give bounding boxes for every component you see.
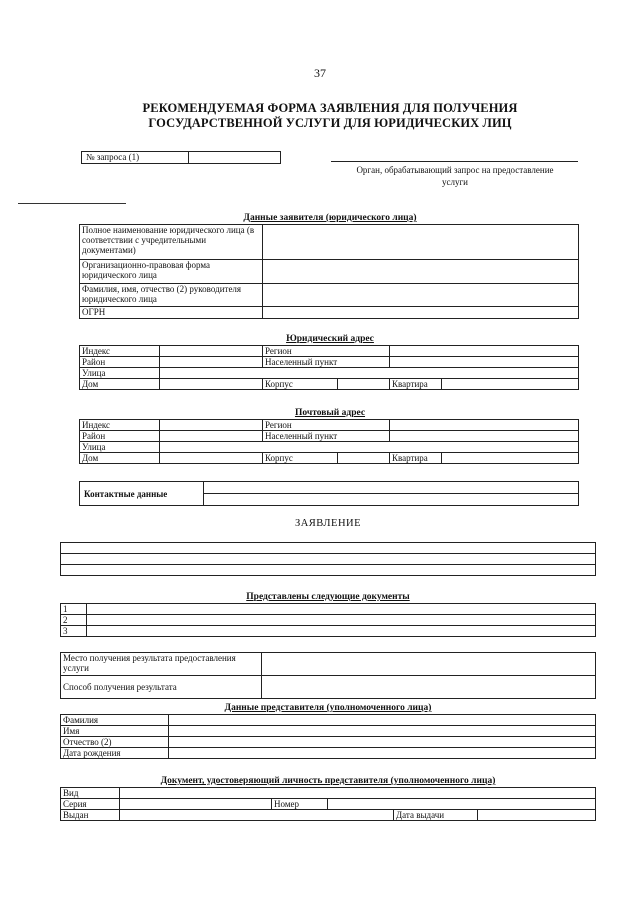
- id-issue-date-field[interactable]: [478, 810, 596, 821]
- result-method-label: Способ получения результата: [61, 676, 262, 699]
- id-document-table: [60, 787, 596, 821]
- rep-surname-field[interactable]: [169, 715, 596, 726]
- document-row-number: 1: [61, 604, 87, 615]
- postal-address-table: [79, 419, 579, 464]
- rep-patronymic-field[interactable]: [169, 737, 596, 748]
- applicant-legal-form-field[interactable]: [263, 260, 579, 284]
- legal-index-field[interactable]: [160, 346, 263, 357]
- footnote-divider: [18, 203, 126, 204]
- document-row-field[interactable]: [87, 604, 596, 615]
- legal-district-field[interactable]: [160, 357, 263, 368]
- postal-settlement-label: Населенный пункт: [263, 431, 390, 442]
- representative-title: Данные представителя (уполномоченного лица): [224, 703, 432, 713]
- postal-house-field[interactable]: [160, 453, 263, 464]
- documents-table: [60, 603, 596, 637]
- representative-table: [60, 714, 596, 759]
- org-caption: [330, 164, 580, 188]
- postal-index-label: Индекс: [80, 420, 160, 431]
- applicant-legal-form-label: Организационно-правовая форма юридического лица: [80, 260, 263, 284]
- applicant-full-name-label: Полное наименование юридического лица (в соответствии с учредительными документами): [80, 225, 263, 260]
- result-place-label: Место получения результата предоставления услуги: [61, 653, 262, 676]
- postal-district-label: Район: [80, 431, 160, 442]
- statement-line-2[interactable]: [61, 554, 596, 565]
- legal-house-field[interactable]: [160, 379, 263, 390]
- request-number-box: [81, 151, 281, 164]
- legal-region-label: Регион: [263, 346, 390, 357]
- rep-name-field[interactable]: [169, 726, 596, 737]
- request-number-field[interactable]: [189, 152, 280, 163]
- result-method-field[interactable]: [262, 676, 596, 699]
- legal-address-title: Юридический адрес: [286, 334, 374, 344]
- org-signature-line[interactable]: [331, 161, 578, 162]
- contacts-table: [79, 481, 579, 506]
- id-series-label: Серия: [61, 799, 120, 810]
- id-issue-date-label: Дата выдачи: [394, 810, 478, 821]
- result-table: [60, 652, 596, 699]
- postal-apartment-field[interactable]: [442, 453, 579, 464]
- contacts-field-1[interactable]: [204, 482, 579, 494]
- legal-apartment-field[interactable]: [442, 379, 579, 390]
- org-caption-line-2: услуги: [442, 177, 468, 187]
- document-row-field[interactable]: [87, 615, 596, 626]
- id-issued-by-label: Выдан: [61, 810, 120, 821]
- form-title-line-2: ГОСУДАРСТВЕННОЙ УСЛУГИ ДЛЯ ЮРИДИЧЕСКИХ ЛИЦ: [148, 116, 512, 130]
- legal-apartment-label: Квартира: [390, 379, 442, 390]
- request-number-label: № запроса (1): [82, 152, 189, 163]
- contacts-label: Контактные данные: [80, 482, 204, 506]
- contacts-field-2[interactable]: [204, 494, 579, 506]
- statement-title: ЗАЯВЛЕНИЕ: [294, 518, 362, 529]
- legal-building-field[interactable]: [338, 379, 390, 390]
- legal-street-label: Улица: [80, 368, 160, 379]
- id-issued-by-field[interactable]: [120, 810, 394, 821]
- postal-house-label: Дом: [80, 453, 160, 464]
- postal-index-field[interactable]: [160, 420, 263, 431]
- legal-address-table: [79, 345, 579, 390]
- org-caption-line-1: Орган, обрабатывающий запрос на предоставление: [356, 165, 554, 175]
- postal-street-label: Улица: [80, 442, 160, 453]
- applicant-ogrn-label: ОГРН: [80, 307, 263, 319]
- form-title: [60, 101, 600, 131]
- rep-birthdate-label: Дата рождения: [61, 748, 169, 759]
- postal-street-field[interactable]: [160, 442, 579, 453]
- postal-apartment-label: Квартира: [390, 453, 442, 464]
- rep-surname-label: Фамилия: [61, 715, 169, 726]
- id-type-field[interactable]: [120, 788, 596, 799]
- document-row-field[interactable]: [87, 626, 596, 637]
- rep-birthdate-field[interactable]: [169, 748, 596, 759]
- applicant-head-name-label: Фамилия, имя, отчество (2) руководителя юридического лица: [80, 284, 263, 307]
- id-series-field[interactable]: [120, 799, 272, 810]
- legal-region-field[interactable]: [390, 346, 579, 357]
- legal-index-label: Индекс: [80, 346, 160, 357]
- applicant-ogrn-field[interactable]: [263, 307, 579, 319]
- id-number-field[interactable]: [328, 799, 596, 810]
- rep-name-label: Имя: [61, 726, 169, 737]
- legal-building-label: Корпус: [263, 379, 338, 390]
- legal-district-label: Район: [80, 357, 160, 368]
- postal-building-label: Корпус: [263, 453, 338, 464]
- id-document-title: Документ, удостоверяющий личность представителя (уполномоченного лица): [160, 776, 496, 786]
- legal-street-field[interactable]: [160, 368, 579, 379]
- document-row-number: 2: [61, 615, 87, 626]
- applicant-section-title: Данные заявителя (юридического лица): [243, 213, 417, 223]
- applicant-head-name-field[interactable]: [263, 284, 579, 307]
- legal-settlement-field[interactable]: [390, 357, 579, 368]
- postal-building-field[interactable]: [338, 453, 390, 464]
- document-row-number: 3: [61, 626, 87, 637]
- result-place-field[interactable]: [262, 653, 596, 676]
- form-title-line-1: РЕКОМЕНДУЕМАЯ ФОРМА ЗАЯВЛЕНИЯ ДЛЯ ПОЛУЧЕНИЯ: [142, 101, 518, 115]
- legal-settlement-label: Населенный пункт: [263, 357, 390, 368]
- statement-table: [60, 542, 596, 576]
- documents-title: Представлены следующие документы: [246, 592, 410, 602]
- legal-house-label: Дом: [80, 379, 160, 390]
- statement-line-3[interactable]: [61, 565, 596, 576]
- applicant-table: [79, 224, 579, 319]
- postal-address-title: Почтовый адрес: [294, 408, 366, 418]
- statement-line-1[interactable]: [61, 543, 596, 554]
- postal-region-field[interactable]: [390, 420, 579, 431]
- postal-region-label: Регион: [263, 420, 390, 431]
- id-type-label: Вид: [61, 788, 120, 799]
- postal-district-field[interactable]: [160, 431, 263, 442]
- page-number: 37: [314, 66, 326, 80]
- rep-patronymic-label: Отчество (2): [61, 737, 169, 748]
- applicant-full-name-field[interactable]: [263, 225, 579, 260]
- postal-settlement-field[interactable]: [390, 431, 579, 442]
- id-number-label: Номер: [272, 799, 328, 810]
